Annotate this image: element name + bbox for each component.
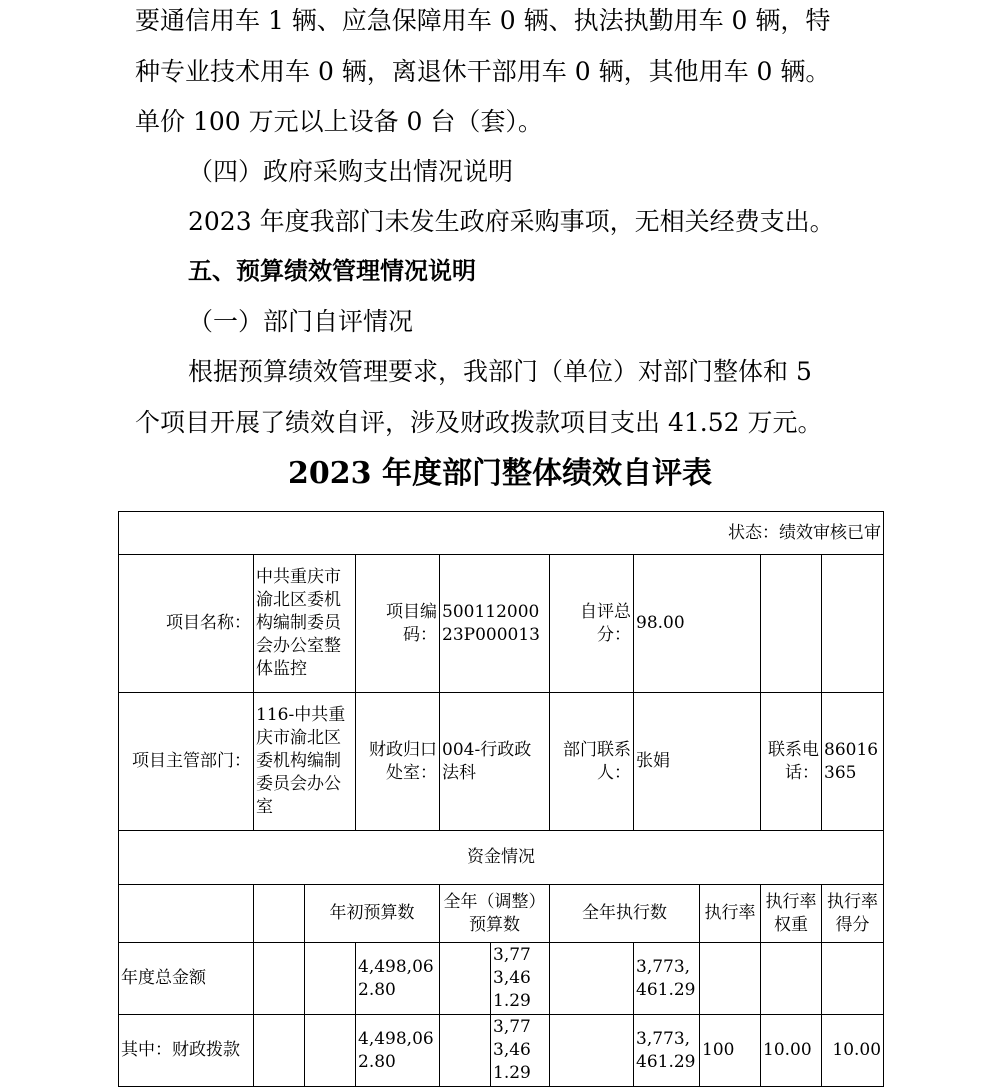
rate-score-value: 10.00	[822, 1015, 884, 1087]
execution-rate-value	[700, 943, 761, 1015]
body-paragraph: 根据预算绩效管理要求，我部门（单位）对部门整体和 5	[188, 357, 812, 386]
body-paragraph: 2023 年度我部门未发生政府采购事项，无相关经费支出。	[188, 207, 835, 236]
status-badge: 状态：绩效审核已审	[119, 512, 884, 555]
dept-value: 116-中共重庆市渝北区委机构编制委员会办公室	[254, 693, 356, 831]
col-executed: 全年执行数	[550, 885, 700, 943]
col-rate-score: 执行率得分	[822, 885, 884, 943]
empty-cell	[440, 943, 491, 1015]
table-row	[119, 1015, 884, 1087]
body-paragraph: 要通信用车 1 辆、应急保障用车 0 辆、执法执勤用车 0 辆，特	[135, 6, 831, 35]
executed-value: 3,773,461.29	[634, 943, 700, 1015]
finance-office-value: 004-行政政法科	[440, 693, 550, 831]
col-execution-rate: 执行率	[700, 885, 761, 943]
body-paragraph: 个项目开展了绩效自评，涉及财政拨款项目支出 41.52 万元。	[135, 408, 823, 437]
project-code-label: 项目编码：	[356, 555, 440, 693]
dept-label: 项目主管部门：	[119, 693, 254, 831]
adjusted-budget-value: 3,773,461.29	[491, 943, 550, 1015]
body-paragraph: 单价 100 万元以上设备 0 台（套）。	[135, 107, 543, 136]
self-score-label: 自评总分：	[550, 555, 634, 693]
rate-score-value	[822, 943, 884, 1015]
phone-label: 联系电话：	[761, 693, 822, 831]
col-rate-weight: 执行率权重	[761, 885, 822, 943]
rate-weight-value: 10.00	[761, 1015, 822, 1087]
empty-cell	[550, 943, 634, 1015]
table-title: 2023 年度部门整体绩效自评表	[288, 456, 712, 491]
self-score-value: 98.00	[634, 555, 761, 693]
contact-value: 张娟	[634, 693, 761, 831]
contact-label: 部门联系人：	[550, 693, 634, 831]
empty-cell	[761, 555, 822, 693]
section-heading: 五、预算绩效管理情况说明	[188, 257, 476, 285]
execution-rate-value: 100	[700, 1015, 761, 1087]
col-initial-budget: 年初预算数	[305, 885, 440, 943]
row-label: 其中：财政拨款	[119, 1015, 254, 1087]
finance-office-label: 财政归口处室：	[356, 693, 440, 831]
empty-cell	[305, 1015, 356, 1087]
table-row	[119, 943, 884, 1015]
initial-budget-value: 4,498,062.80	[356, 943, 440, 1015]
adjusted-budget-value: 3,773,461.29	[491, 1015, 550, 1087]
executed-value: 3,773,461.29	[634, 1015, 700, 1087]
performance-evaluation-table	[118, 511, 884, 1087]
section-subheading: （四）政府采购支出情况说明	[188, 157, 514, 186]
funds-header: 资金情况	[119, 831, 884, 885]
empty-cell	[254, 885, 305, 943]
empty-cell	[254, 1015, 305, 1087]
row-label: 年度总金额	[119, 943, 254, 1015]
empty-cell	[254, 943, 305, 1015]
project-name-label: 项目名称：	[119, 555, 254, 693]
col-adjusted-budget: 全年（调整）预算数	[440, 885, 550, 943]
empty-cell	[550, 1015, 634, 1087]
rate-weight-value	[761, 943, 822, 1015]
project-code-value: 50011200023P000013	[440, 555, 550, 693]
empty-cell	[440, 1015, 491, 1087]
section-subheading: （一）部门自评情况	[188, 307, 414, 336]
empty-cell	[305, 943, 356, 1015]
initial-budget-value: 4,498,062.80	[356, 1015, 440, 1087]
project-name-value: 中共重庆市渝北区委机构编制委员会办公室整体监控	[254, 555, 356, 693]
phone-value: 86016365	[822, 693, 884, 831]
empty-cell	[119, 885, 254, 943]
body-paragraph: 种专业技术用车 0 辆，离退休干部用车 0 辆，其他用车 0 辆。	[135, 57, 831, 86]
empty-cell	[822, 555, 884, 693]
